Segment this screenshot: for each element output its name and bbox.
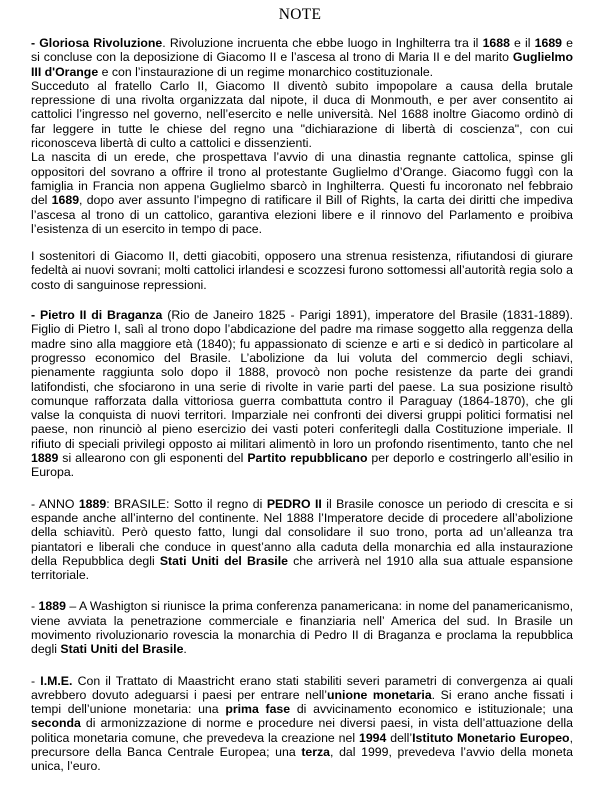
- text-run: di armonizzazione di norme e procedure nei diversi paesi, in vista dell’attuazione della politica monetaria comune, che prevedeva la creazione nel: [31, 716, 573, 745]
- state-highlight: Stati Uniti del Brasile: [159, 553, 288, 568]
- text-run: -: [31, 673, 41, 688]
- year-highlight: 1889: [38, 599, 66, 614]
- note-pietro-ii: [31, 308, 573, 480]
- note-ime: [31, 674, 573, 774]
- text-run: (Rio de Janeiro 1825 - Parigi 1891), imperatore del Brasile (1831-1889). Figlio di Pietro I, salì al trono dopo l’abdicazione del padre ma rimase soggetto alla reggenza della madre sino alla maggiore età (1840); fu appassionato di scienze e arti e si dedicò in particolare al progresso economico del Brasile. L’abolizione da lui voluta del commercio degli schiavi, pienamente raggiunta solo dopo il 1888, provocò non poche resistenze da parte dei grandi latifondisti, che sfociarono in una serie di rivolte in varie parti del paese. La sua posizione risultò comunque rafforzata dalla vittoriosa guerra combattuta contro il Paraguay (1864-1870), che gli valse la conquista di nuovi territori. Imparziale nei confronti dei diversi gruppi politici formatisi nel paese, non rinunciò al pieno esercizio dei vasti poteri conferitegli dalla Costituzione imperiale. Il rifiuto di speciali privilegi opposto ai militari alimentò in loro un profondo risentimento, tanto che nel: [31, 308, 573, 451]
- text-run: di avvicinamento economico e istituzionale; una: [290, 702, 574, 717]
- year-highlight: 1688: [482, 36, 510, 50]
- section-gap: [31, 582, 573, 599]
- year-highlight: 1689: [534, 36, 562, 50]
- note-glorious-revolution-p3: [31, 150, 573, 236]
- note-title: Pietro II di Braganza: [39, 308, 163, 323]
- paragraph-gap: [31, 236, 573, 249]
- year-highlight: 1994: [358, 730, 387, 745]
- party-highlight: Partito repubblicano: [247, 451, 368, 466]
- text-run: e il: [509, 36, 535, 50]
- phase-highlight: prima fase: [225, 702, 291, 717]
- section-gap: [31, 480, 573, 497]
- text-run: La nascita di un erede, che prospettava l’avvio di una dinastia regnante cattolica, spinse gli oppositori del sovrano a offrire il trono al protestante Guglielmo d’Orange. Giacomo fuggì con la famiglia in Francia non appena Guglielmo sbarcò in Inghilterra. Questi fu incoronato nel febbraio del: [31, 150, 573, 208]
- text-run: dell’: [386, 730, 413, 745]
- term-highlight: unione monetaria: [327, 687, 432, 702]
- text-run: .: [183, 642, 187, 657]
- note-glorious-revolution-intro: [31, 36, 573, 79]
- note-title: Gloriosa Rivoluzione: [39, 36, 163, 50]
- state-highlight: Stati Uniti del Brasile: [60, 642, 184, 657]
- text-run: , dal 1999, prevedeva l’avvio della moneta unica, l’euro.: [31, 745, 573, 774]
- note-glorious-revolution-p4: I sostenitori di Giacomo II, detti giacobiti, opposero una strenua resistenza, rifiutandosi di giurare fedeltà ai nuovi sovrani; molti cattolici irlandesi e scozzesi furono sottomessi all’autorità regia solo a costo di sanguinose repressioni.: [31, 249, 573, 292]
- text-run: - ANNO: [31, 496, 79, 511]
- phase-highlight: seconda: [31, 716, 81, 731]
- text-run: : BRASILE: Sotto il regno di: [106, 496, 267, 511]
- text-run: – A Washigton si riunisce la prima conferenza panamericana: in nome del panamericanismo, viene avviata la penetrazione commerciale e finanziaria nell’ America del sud. In Brasile un movimento rivoluzionario rovescia la monarchia di Pedro II di Braganza e proclama la repubblica degli: [31, 599, 573, 657]
- text-run: che arriverà nel 1910 alla sua attuale espansione territoriale.: [31, 553, 573, 583]
- text-run: , dopo aver assunto l’impegno di ratificare il Bill of Rights, la carta dei diritti che impediva l’ascesa al trono di un cattolico, garantiva elezioni libere e il rinnovo del Parlamento e proibiva l’esistenza di un esercito in tempo di pace.: [31, 193, 573, 236]
- note-glorious-revolution-p2: Succeduto al fratello Carlo II, Giacomo II diventò subito impopolare a causa della brutale repressione di una rivolta organizzata dal nipote, il duca di Monmouth, e per aver consentito ai cattolici l’ingresso nel governo, nell’esercito e nelle università. Nel 1688 inoltre Giacomo ordinò di far leggere in tutte le chiese del regno una "dichiarazione di libertà di coscienza", con cui riconosceva libertà di culto a cattolici e dissenzienti.: [31, 78, 573, 151]
- text-run: si allearono con gli esponenti del: [58, 451, 248, 466]
- note-bullet: -: [31, 36, 40, 50]
- institution-highlight: Istituto Monetario Europeo: [412, 730, 570, 745]
- note-bullet: -: [31, 308, 40, 323]
- text-run: . Rivoluzione incruenta che ebbe luogo in Inghilterra tra il: [162, 36, 483, 50]
- year-highlight: 1889: [78, 496, 107, 511]
- page-title: NOTE: [278, 6, 322, 23]
- name-highlight: Guglielmo III d'Orange: [31, 50, 573, 79]
- text-run: e con l’instaurazione di un regime monarchico costituzionale.: [98, 64, 434, 79]
- note-1889-washington: [31, 599, 573, 656]
- text-run: . Si erano anche fissati i tempi dell’unione monetaria: una: [31, 687, 573, 717]
- text-run: per deporlo e costringerlo all’esilio in Europa.: [31, 451, 573, 480]
- year-highlight: 1889: [31, 451, 59, 466]
- text-run: -: [31, 599, 39, 614]
- text-run: e si concluse con la deposizione di Giacomo II e l’ascesa al trono di Maria II e del marito: [31, 36, 573, 65]
- phase-highlight: terza: [301, 745, 331, 760]
- notes-body: [31, 36, 573, 774]
- note-title: I.M.E.: [40, 673, 73, 688]
- year-highlight: 1689: [51, 193, 80, 208]
- text-run: Con il Trattato di Maastricht erano stati stabiliti severi parametri di convergenza ai quali avrebbero dovuto adeguarsi i paesi per entrare nell’: [31, 673, 574, 702]
- section-gap: [31, 657, 573, 674]
- text-run: il Brasile conosce un periodo di crescita e si espande anche all’interno del continente. Nel 1888 l’Imperatore decide di procedere all’abolizione della schiavitù. Però questo fatto, lungi dal consolidare il suo trono, porta ad un’alleanza tra piantatori e liberali che conduce in quest’anno alla caduta della monarchia ed alla instaurazione della Repubblica degli: [31, 496, 573, 568]
- text-run: , precursore della Banca Centrale Europea; una: [31, 730, 573, 760]
- note-anno-1889-brasile: [31, 497, 573, 583]
- section-gap: [31, 292, 573, 308]
- name-highlight: PEDRO II: [266, 496, 322, 511]
